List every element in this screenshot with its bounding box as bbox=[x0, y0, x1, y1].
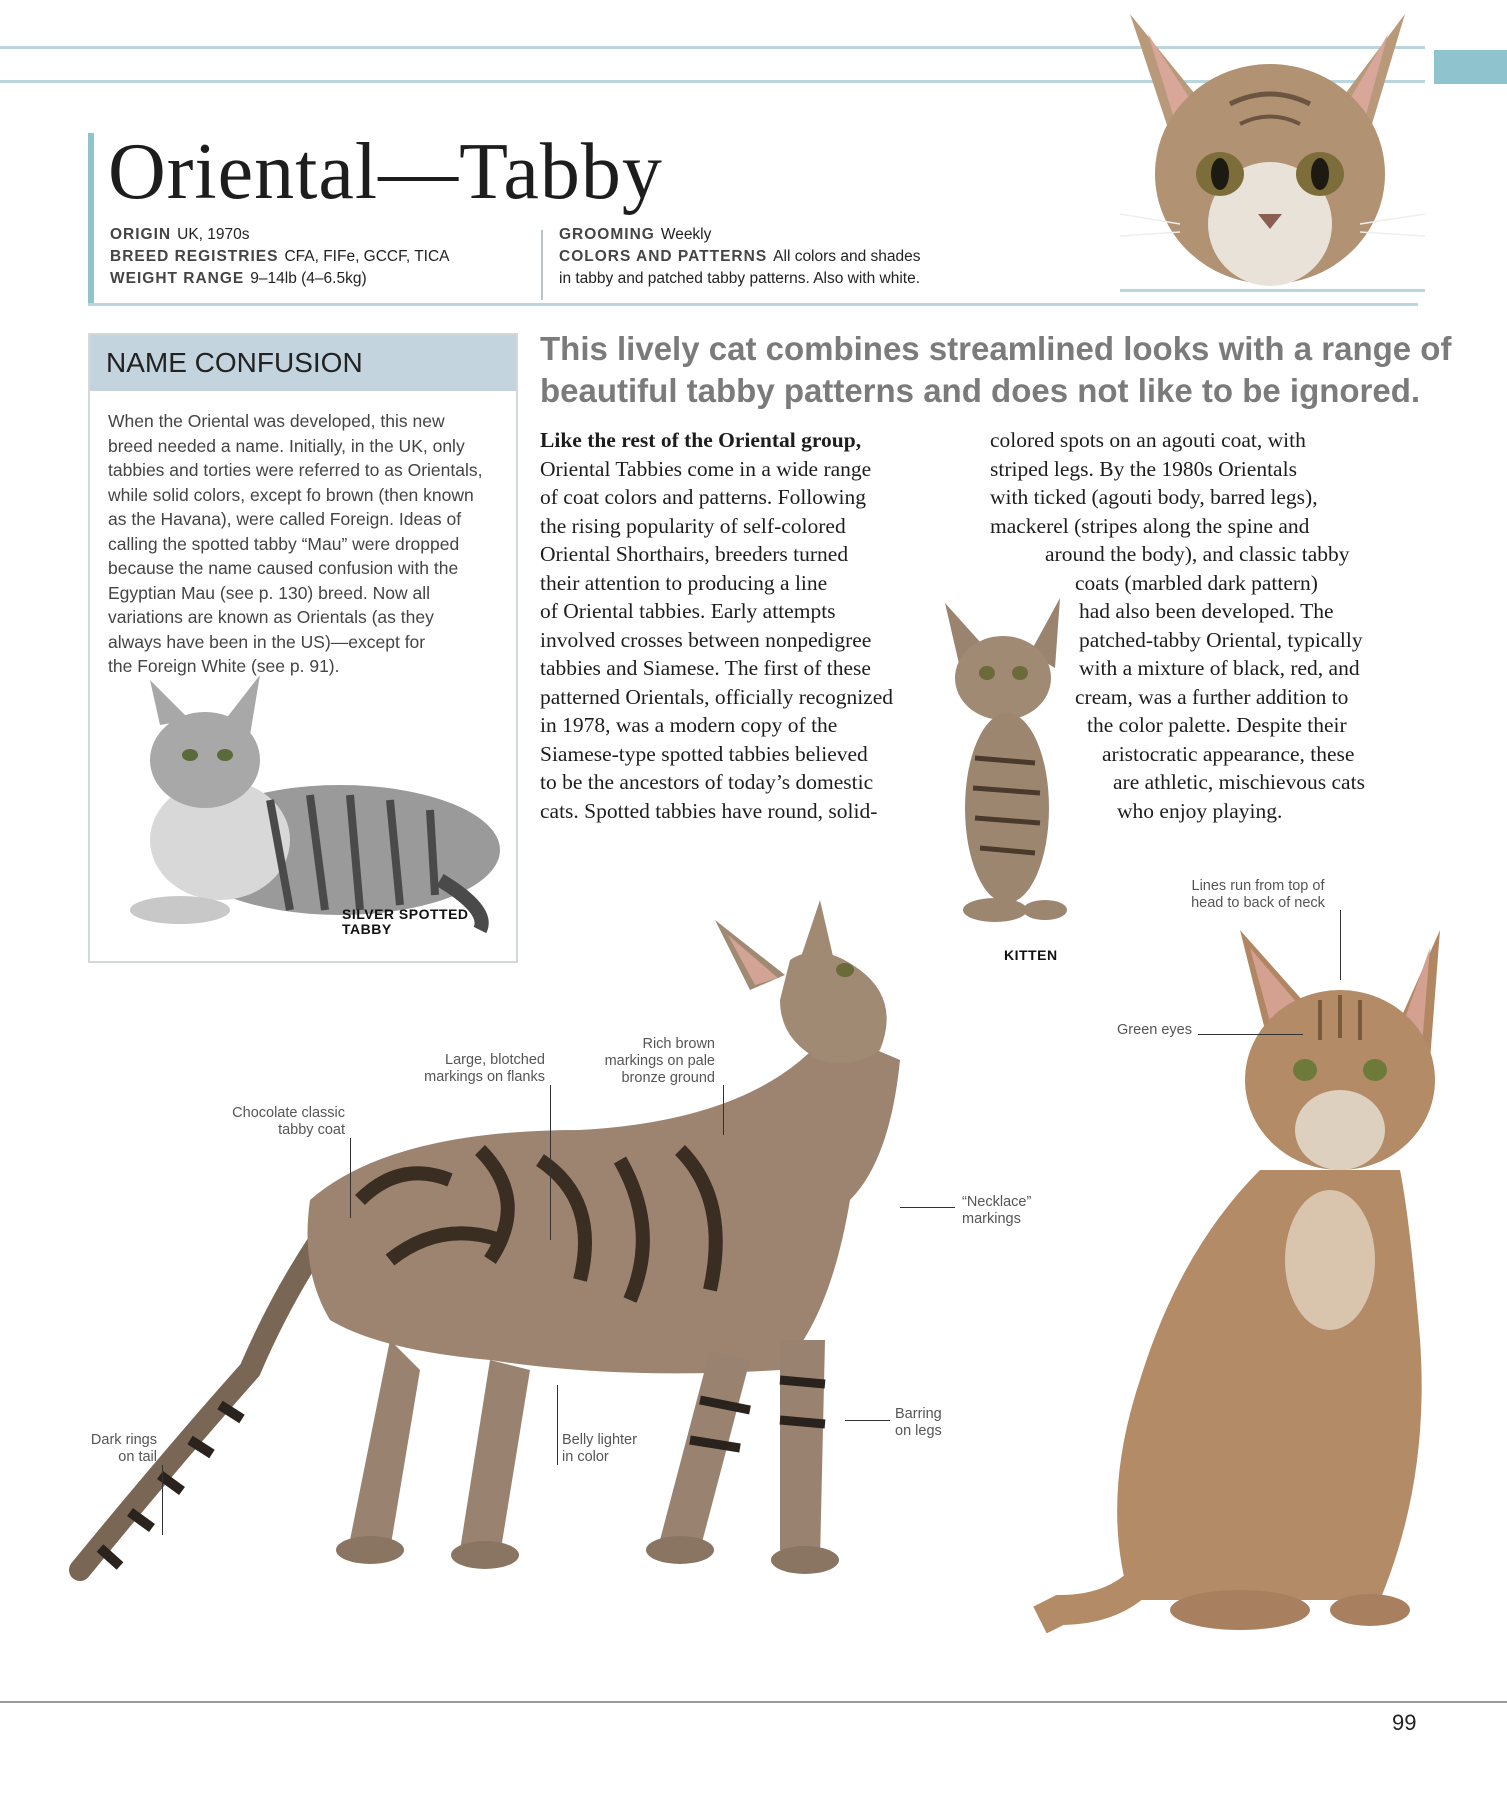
facts-right bbox=[559, 224, 1019, 290]
page-number: 99 bbox=[1392, 1710, 1417, 1735]
lead-text: This lively cat combines streamlined looks with a range of beautiful tabby patterns and does not like to be ignored. bbox=[540, 330, 1452, 409]
facts-left bbox=[110, 224, 530, 290]
callout-belly: Belly lighter in color bbox=[562, 1432, 637, 1465]
callout-dark-rings: Dark rings on tail bbox=[90, 1432, 157, 1465]
ticked-tabby-photo bbox=[1000, 920, 1450, 1640]
top-accent-block bbox=[1434, 50, 1507, 84]
header-bottom-rule bbox=[88, 303, 1418, 306]
title-accent-bar bbox=[88, 133, 94, 305]
callout-head-lines: Lines run from top of head to back of neck bbox=[1191, 878, 1325, 911]
callout-chocolate-coat: Chocolate classic tabby coat bbox=[232, 1105, 345, 1138]
leader-chocolate bbox=[350, 1138, 351, 1218]
facts-divider bbox=[541, 230, 543, 300]
callout-rich-brown: Rich brown markings on pale bronze ground bbox=[604, 1036, 715, 1086]
leader-blotched bbox=[550, 1085, 551, 1240]
leader-dark-rings bbox=[162, 1465, 163, 1535]
name-confusion-box bbox=[88, 333, 518, 963]
silver-tabby-caption: SILVER SPOTTED TABBY bbox=[342, 906, 469, 937]
callout-barring: Barring on legs bbox=[895, 1406, 942, 1439]
leader-green-eyes bbox=[1198, 1034, 1303, 1035]
fact-registries: BREED REGISTRIES CFA, FIFe, GCCF, TICA bbox=[110, 248, 450, 265]
kitten-photo bbox=[935, 598, 1105, 933]
callout-necklace: “Necklace” markings bbox=[962, 1194, 1032, 1227]
leader-necklace bbox=[900, 1207, 955, 1208]
fact-weight: WEIGHT RANGE 9–14lb (4–6.5kg) bbox=[110, 270, 367, 287]
sidebar-heading: NAME CONFUSION bbox=[90, 335, 516, 391]
sidebar-text: When the Oriental was developed, this new breed needed a name. Initially, in the UK, only tabbies and torties were referred to as Orientals, while solid colors, except fo brown (then known as the Havana), were called Foreign. Ideas of calling the spotted tabby “Mau” were dropped because the name caused confusion with the Egyptian Mau (see p. 130) breed. Now all variations are known as Orientals (as they always have been in the US)—except for the Foreign White (see p. 91). bbox=[108, 411, 483, 676]
leader-barring bbox=[845, 1420, 890, 1421]
leader-head-lines bbox=[1340, 910, 1341, 980]
body-column-2: colored spots on an agouti coat, with striped legs. By the 1980s Orientals with ticked (agouti body, barred legs), mackerel (stripes along the spine and around the body), and classic tabby coats (marbled dark pattern) had also been developed. The patched-tabby Oriental, typically with a mixture of black, red, and cream, was a further addition to the color palette. Despite their aristocratic appearance, these are athletic, mischievous cats who enjoy playing. bbox=[990, 428, 1365, 823]
body-column-1: Like the rest of the Oriental group, Oriental Tabbies come in a wide range of coat colors and patterns. Following the rising popularity of self-colored Oriental Shorthairs, breeders turned their attention to producing a line of Oriental tabbies. Early attempts involved crosses between nonpedigree tabbies and Siamese. The first of these patterned Orientals, officially recognized in 1978, was a modern copy of the Siamese-type spotted tabbies believed to be the ancestors of today’s domestic cats. Spotted tabbies have round, solid- bbox=[540, 428, 894, 823]
chocolate-tabby-photo bbox=[60, 900, 990, 1620]
footer-rule bbox=[0, 1701, 1507, 1703]
cat-head-photo bbox=[1120, 14, 1425, 304]
fact-origin: ORIGIN UK, 1970s bbox=[110, 226, 250, 243]
page-title: Oriental—Tabby bbox=[108, 128, 663, 216]
kitten-caption: KITTEN bbox=[1004, 947, 1058, 963]
leader-rich-brown bbox=[723, 1085, 724, 1135]
fact-colors-cont: in tabby and patched tabby patterns. Also with white. bbox=[559, 270, 921, 287]
callout-green-eyes: Green eyes bbox=[1117, 1022, 1192, 1038]
fact-grooming: GROOMING Weekly bbox=[559, 226, 712, 243]
fact-colors: COLORS AND PATTERNS All colors and shades bbox=[559, 248, 921, 265]
leader-belly bbox=[557, 1385, 558, 1465]
callout-blotched: Large, blotched markings on flanks bbox=[424, 1052, 545, 1085]
